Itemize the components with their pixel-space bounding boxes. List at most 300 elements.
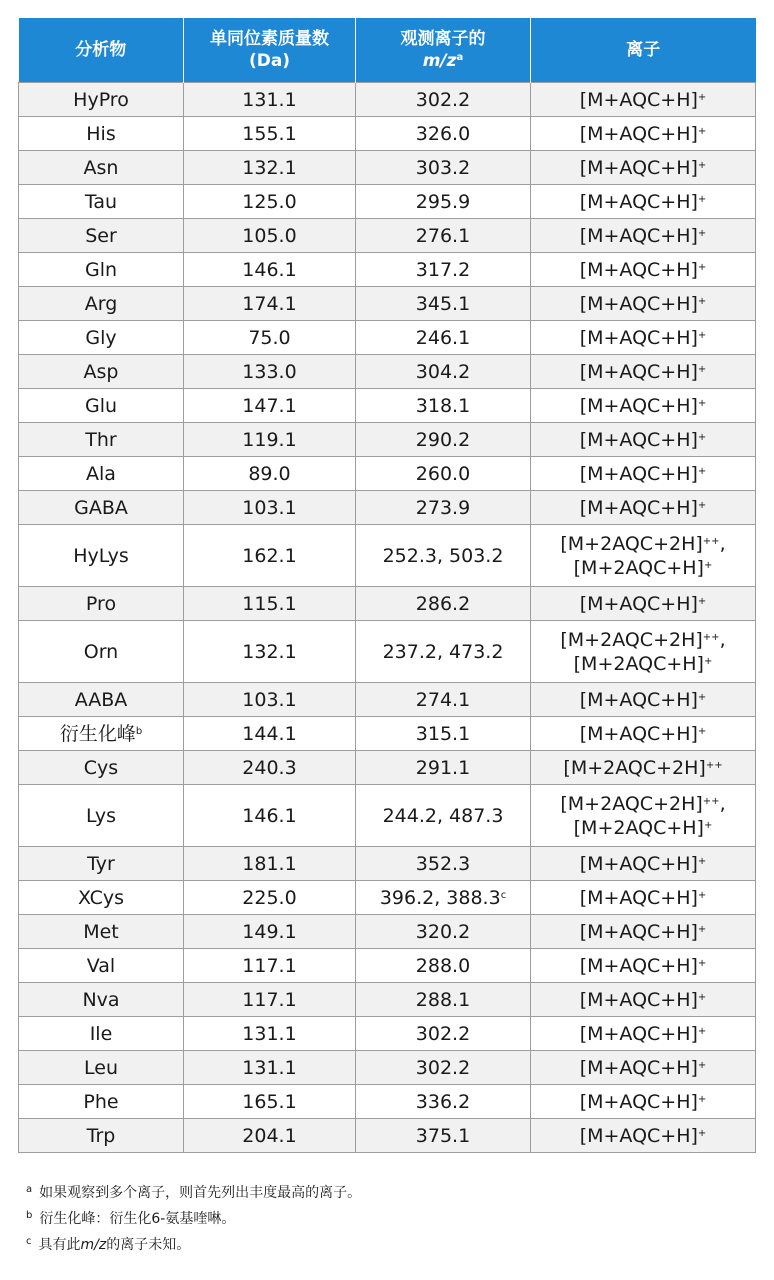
ion-formula: [M+AQC+H] <box>579 1056 698 1079</box>
mass-value: 146.1 <box>242 258 297 281</box>
analyte-name: Tau <box>84 190 118 213</box>
mass-value: 115.1 <box>242 592 297 615</box>
analyte-name: Gln <box>84 258 118 281</box>
table-row <box>19 491 756 525</box>
analyte-cell <box>19 1051 184 1085</box>
table-header <box>19 18 756 83</box>
ion-line-2 <box>535 652 751 676</box>
analyte-footnote-mark: b <box>135 725 143 737</box>
mz-value: 273.9 <box>415 496 471 519</box>
mz-cell <box>356 355 531 389</box>
ion-formula: [M+AQC+H] <box>579 886 698 909</box>
mass-cell <box>184 983 356 1017</box>
ion-charge: + <box>697 465 707 477</box>
analyte-cell <box>19 491 184 525</box>
analyte-cell <box>19 117 184 151</box>
mass-cell <box>184 683 356 717</box>
table-row <box>19 915 756 949</box>
mz-cell <box>356 525 531 587</box>
mass-value: 131.1 <box>242 1056 297 1079</box>
ion-formula: [M+AQC+H] <box>579 360 698 383</box>
mz-cell <box>356 287 531 321</box>
table-row <box>19 847 756 881</box>
ion-charge: + <box>697 159 707 171</box>
ion-cell <box>531 1119 756 1153</box>
analyte-cell <box>19 621 184 683</box>
ion-formula: [M+AQC+H] <box>579 292 698 315</box>
ion-charge: ++ <box>702 535 720 547</box>
mass-cell <box>184 751 356 785</box>
ion-separator: , <box>719 628 726 651</box>
ion-charge: ++ <box>702 795 720 807</box>
analyte-name: Asp <box>83 360 119 383</box>
analyte-cell <box>19 785 184 847</box>
analyte-cell <box>19 717 184 751</box>
mass-value: 240.3 <box>242 756 297 779</box>
ion-line <box>580 989 707 1011</box>
mass-value: 103.1 <box>242 496 297 519</box>
mass-cell <box>184 117 356 151</box>
analyte-cell <box>19 423 184 457</box>
footnote <box>26 1232 361 1258</box>
ion-formula: [M+AQC+H] <box>579 88 698 111</box>
table-row <box>19 587 756 621</box>
table-row <box>19 253 756 287</box>
footnote-text: 具有此 <box>38 1237 81 1253</box>
ion-formula: [M+AQC+H] <box>579 326 698 349</box>
analyte-table <box>18 18 756 1153</box>
mass-cell <box>184 1119 356 1153</box>
ion-charge: ++ <box>705 759 723 771</box>
mz-cell <box>356 717 531 751</box>
mass-value: 144.1 <box>242 722 297 745</box>
ion-cell <box>531 1017 756 1051</box>
mass-value: 133.0 <box>242 360 297 383</box>
ion-charge: + <box>697 431 707 443</box>
table-row <box>19 151 756 185</box>
mz-value: 288.0 <box>415 954 471 977</box>
footnotes <box>26 1180 361 1258</box>
header-mz-line1: 观测离子的 <box>400 29 486 49</box>
ion-cell <box>531 83 756 117</box>
mass-value: 165.1 <box>242 1090 297 1113</box>
analyte-cell <box>19 219 184 253</box>
mass-cell <box>184 151 356 185</box>
header-mass-line1: 单同位素质量数 <box>210 29 329 49</box>
analyte-name: Tyr <box>87 852 115 875</box>
header-ion-label: 离子 <box>626 40 661 60</box>
analyte-cell <box>19 321 184 355</box>
analyte-name: GABA <box>74 496 128 519</box>
ion-formula-2: [M+2AQC+H] <box>573 556 704 579</box>
mz-value: 375.1 <box>415 1124 471 1147</box>
ion-charge: + <box>697 855 707 867</box>
ion-cell <box>531 983 756 1017</box>
mass-value: 155.1 <box>242 122 297 145</box>
mz-value: 304.2 <box>415 360 471 383</box>
mass-cell <box>184 881 356 915</box>
ion-cell <box>531 253 756 287</box>
ion-line <box>535 792 751 816</box>
ion-formula-2: [M+2AQC+H] <box>573 816 704 839</box>
header-analyte-label: 分析物 <box>75 40 127 60</box>
mass-value: 105.0 <box>242 224 297 247</box>
ion-line <box>580 1057 707 1079</box>
ion-charge: ++ <box>702 631 720 643</box>
ion-line <box>580 463 707 485</box>
ion-charge: + <box>697 499 707 511</box>
ion-line <box>580 955 707 977</box>
ion-line <box>580 89 707 111</box>
table-row <box>19 983 756 1017</box>
ion-cell <box>531 389 756 423</box>
table-row <box>19 1017 756 1051</box>
ion-line <box>535 532 751 556</box>
ion-formula: [M+AQC+H] <box>579 122 698 145</box>
ion-cell <box>531 457 756 491</box>
analyte-cell <box>19 847 184 881</box>
analyte-name: Ser <box>85 224 117 247</box>
analyte-name: XCys <box>77 886 125 909</box>
ion-charge: + <box>697 125 707 137</box>
ion-cell <box>531 1051 756 1085</box>
ion-formula: [M+2AQC+2H] <box>563 756 706 779</box>
ion-charge: + <box>697 725 707 737</box>
mz-cell <box>356 389 531 423</box>
mz-cell <box>356 321 531 355</box>
ion-line <box>580 887 707 909</box>
mz-cell <box>356 1085 531 1119</box>
ion-cell <box>531 683 756 717</box>
table-row <box>19 881 756 915</box>
analyte-name: His <box>86 122 116 145</box>
mz-value: 276.1 <box>415 224 471 247</box>
header-mz-footnote-mark: a <box>456 52 464 63</box>
mz-value: 237.2, 473.2 <box>382 640 504 663</box>
ion-line <box>580 429 707 451</box>
ion-line <box>580 1023 707 1045</box>
mass-value: 89.0 <box>248 462 291 485</box>
mz-value: 315.1 <box>415 722 471 745</box>
table-row <box>19 949 756 983</box>
analyte-cell <box>19 287 184 321</box>
mz-value: 302.2 <box>415 1022 471 1045</box>
analyte-cell <box>19 1085 184 1119</box>
ion-formula: [M+AQC+H] <box>579 1090 698 1113</box>
ion-line <box>580 1091 707 1113</box>
ion-charge: + <box>697 295 707 307</box>
table-row <box>19 1119 756 1153</box>
mz-cell <box>356 1017 531 1051</box>
ion-charge-2: + <box>703 819 713 831</box>
ion-line <box>580 497 707 519</box>
mz-value: 396.2, 388.3 <box>379 886 501 909</box>
table-row <box>19 423 756 457</box>
mz-cell <box>356 751 531 785</box>
ion-cell <box>531 321 756 355</box>
mz-value: 288.1 <box>415 988 471 1011</box>
table-row <box>19 219 756 253</box>
mz-value: 302.2 <box>415 1056 471 1079</box>
ion-formula: [M+AQC+H] <box>579 688 698 711</box>
ion-formula: [M+AQC+H] <box>579 496 698 519</box>
ion-charge: + <box>697 1127 707 1139</box>
mass-cell <box>184 219 356 253</box>
analyte-name: AABA <box>74 688 128 711</box>
mz-cell <box>356 253 531 287</box>
ion-cell <box>531 491 756 525</box>
mass-cell <box>184 83 356 117</box>
table-row <box>19 1085 756 1119</box>
mass-value: 117.1 <box>242 988 297 1011</box>
ion-charge: + <box>697 691 707 703</box>
ion-formula-2: [M+2AQC+H] <box>573 652 704 675</box>
mz-cell <box>356 1051 531 1085</box>
analyte-name: Asn <box>83 156 119 179</box>
mz-value: 302.2 <box>415 88 471 111</box>
footnote-text: 衍生化峰：衍生化6-氨基喹啉。 <box>39 1211 236 1227</box>
ion-formula: [M+AQC+H] <box>579 988 698 1011</box>
header-mz <box>356 18 531 83</box>
analyte-cell <box>19 457 184 491</box>
analyte-name: Gly <box>85 326 117 349</box>
ion-formula: [M+AQC+H] <box>579 224 698 247</box>
ion-formula: [M+2AQC+2H] <box>560 792 703 815</box>
table-row <box>19 83 756 117</box>
footnote-text: 的离子未知。 <box>106 1237 191 1253</box>
mass-cell <box>184 491 356 525</box>
mass-cell <box>184 1051 356 1085</box>
mass-value: 125.0 <box>242 190 297 213</box>
analyte-name: Pro <box>85 592 117 615</box>
analyte-name: Nva <box>82 988 120 1011</box>
analyte-name: Orn <box>83 640 119 663</box>
mass-value: 132.1 <box>242 156 297 179</box>
mass-value: 181.1 <box>242 852 297 875</box>
analyte-cell <box>19 1017 184 1051</box>
ion-formula: [M+AQC+H] <box>579 258 698 281</box>
ion-separator: , <box>719 792 726 815</box>
mz-footnote-mark: c <box>500 889 507 901</box>
mass-cell <box>184 621 356 683</box>
mz-cell <box>356 847 531 881</box>
mass-cell <box>184 253 356 287</box>
ion-cell <box>531 355 756 389</box>
ion-cell <box>531 915 756 949</box>
mass-value: 147.1 <box>242 394 297 417</box>
header-mass <box>184 18 356 83</box>
analyte-cell <box>19 949 184 983</box>
ion-cell <box>531 1085 756 1119</box>
ion-charge: + <box>697 595 707 607</box>
mz-value: 260.0 <box>415 462 471 485</box>
ion-charge: + <box>697 397 707 409</box>
ion-charge: + <box>697 1059 707 1071</box>
ion-line <box>580 225 707 247</box>
table-row <box>19 321 756 355</box>
mz-cell <box>356 219 531 253</box>
mz-value: 326.0 <box>415 122 471 145</box>
mass-value: 162.1 <box>242 544 297 567</box>
ion-line <box>580 1125 707 1147</box>
mass-value: 131.1 <box>242 88 297 111</box>
footnote-mark: a <box>26 1184 33 1195</box>
ion-charge-2: + <box>703 655 713 667</box>
mass-value: 75.0 <box>248 326 291 349</box>
ion-line-2 <box>535 816 751 840</box>
mass-value: 149.1 <box>242 920 297 943</box>
header-analyte <box>19 18 184 83</box>
mz-cell <box>356 949 531 983</box>
ion-line <box>580 853 707 875</box>
table-row <box>19 621 756 683</box>
ion-formula: [M+AQC+H] <box>579 156 698 179</box>
mass-cell <box>184 525 356 587</box>
mz-cell <box>356 1119 531 1153</box>
ion-separator: , <box>719 532 726 555</box>
ion-line <box>563 757 722 779</box>
table-row <box>19 683 756 717</box>
ion-line <box>580 259 707 281</box>
ion-cell <box>531 881 756 915</box>
analyte-name: Leu <box>84 1056 118 1079</box>
ion-line <box>580 689 707 711</box>
ion-cell <box>531 785 756 847</box>
ion-charge: + <box>697 889 707 901</box>
ion-line <box>580 327 707 349</box>
analyte-cell <box>19 915 184 949</box>
mz-cell <box>356 151 531 185</box>
footnote-mark: b <box>26 1210 33 1221</box>
analyte-cell <box>19 525 184 587</box>
ion-cell <box>531 621 756 683</box>
mz-value: 286.2 <box>415 592 471 615</box>
ion-formula: [M+2AQC+2H] <box>560 532 703 555</box>
ion-cell <box>531 847 756 881</box>
mz-cell <box>356 785 531 847</box>
ion-charge: + <box>697 329 707 341</box>
table-row <box>19 717 756 751</box>
analyte-cell <box>19 253 184 287</box>
table-row <box>19 287 756 321</box>
mass-cell <box>184 287 356 321</box>
table-row <box>19 525 756 587</box>
mz-cell <box>356 117 531 151</box>
mz-cell <box>356 683 531 717</box>
table-body <box>19 83 756 1153</box>
analyte-name: Val <box>86 954 116 977</box>
analyte-cell <box>19 587 184 621</box>
mz-value: 246.1 <box>415 326 471 349</box>
mz-value: 295.9 <box>415 190 471 213</box>
ion-cell <box>531 151 756 185</box>
ion-formula: [M+AQC+H] <box>579 462 698 485</box>
analyte-cell <box>19 983 184 1017</box>
table-row <box>19 751 756 785</box>
analyte-cell <box>19 1119 184 1153</box>
analyte-name: Cys <box>83 756 119 779</box>
ion-cell <box>531 287 756 321</box>
ion-charge: + <box>697 91 707 103</box>
ion-charge-2: + <box>703 559 713 571</box>
analyte-name: Phe <box>83 1090 119 1113</box>
mz-cell <box>356 621 531 683</box>
ion-line <box>580 293 707 315</box>
mass-cell <box>184 949 356 983</box>
mass-value: 119.1 <box>242 428 297 451</box>
ion-line <box>580 123 707 145</box>
mz-value: 317.2 <box>415 258 471 281</box>
mass-cell <box>184 717 356 751</box>
analyte-name: Glu <box>84 394 118 417</box>
analyte-name: HyLys <box>73 544 129 567</box>
ion-formula: [M+AQC+H] <box>579 920 698 943</box>
ion-charge: + <box>697 1093 707 1105</box>
ion-line <box>580 191 707 213</box>
ion-charge: + <box>697 261 707 273</box>
mz-value: 244.2, 487.3 <box>382 804 504 827</box>
ion-charge: + <box>697 227 707 239</box>
mz-cell <box>356 83 531 117</box>
mass-cell <box>184 389 356 423</box>
mz-value: 318.1 <box>415 394 471 417</box>
header-ion <box>531 18 756 83</box>
mz-value: 320.2 <box>415 920 471 943</box>
ion-formula: [M+AQC+H] <box>579 722 698 745</box>
footnote-text: 如果观察到多个离子，则首先列出丰度最高的离子。 <box>39 1185 362 1201</box>
mass-cell <box>184 321 356 355</box>
mass-cell <box>184 587 356 621</box>
ion-cell <box>531 751 756 785</box>
mass-cell <box>184 915 356 949</box>
ion-formula: [M+AQC+H] <box>579 852 698 875</box>
mz-value: 345.1 <box>415 292 471 315</box>
mz-cell <box>356 457 531 491</box>
ion-charge: + <box>697 957 707 969</box>
mz-cell <box>356 915 531 949</box>
analyte-cell <box>19 751 184 785</box>
analyte-name: Met <box>83 920 119 943</box>
mz-cell <box>356 881 531 915</box>
mz-cell <box>356 491 531 525</box>
mass-cell <box>184 185 356 219</box>
ion-formula: [M+AQC+H] <box>579 190 698 213</box>
ion-line <box>580 593 707 615</box>
mz-cell <box>356 587 531 621</box>
mass-cell <box>184 457 356 491</box>
analyte-cell <box>19 881 184 915</box>
footnote <box>26 1206 361 1232</box>
header-mz-italic: m/z <box>422 51 457 71</box>
ion-line <box>580 157 707 179</box>
analyte-name: 衍生化峰 <box>59 722 136 745</box>
ion-charge: + <box>697 1025 707 1037</box>
table-row <box>19 785 756 847</box>
mass-value: 103.1 <box>242 688 297 711</box>
mass-value: 225.0 <box>242 886 297 909</box>
ion-line <box>580 395 707 417</box>
ion-charge: + <box>697 991 707 1003</box>
mass-value: 174.1 <box>242 292 297 315</box>
table-row <box>19 117 756 151</box>
footnote <box>26 1180 361 1206</box>
table-row <box>19 355 756 389</box>
ion-line <box>580 723 707 745</box>
ion-charge: + <box>697 923 707 935</box>
mass-cell <box>184 1085 356 1119</box>
analyte-name: Ala <box>86 462 116 485</box>
ion-cell <box>531 423 756 457</box>
